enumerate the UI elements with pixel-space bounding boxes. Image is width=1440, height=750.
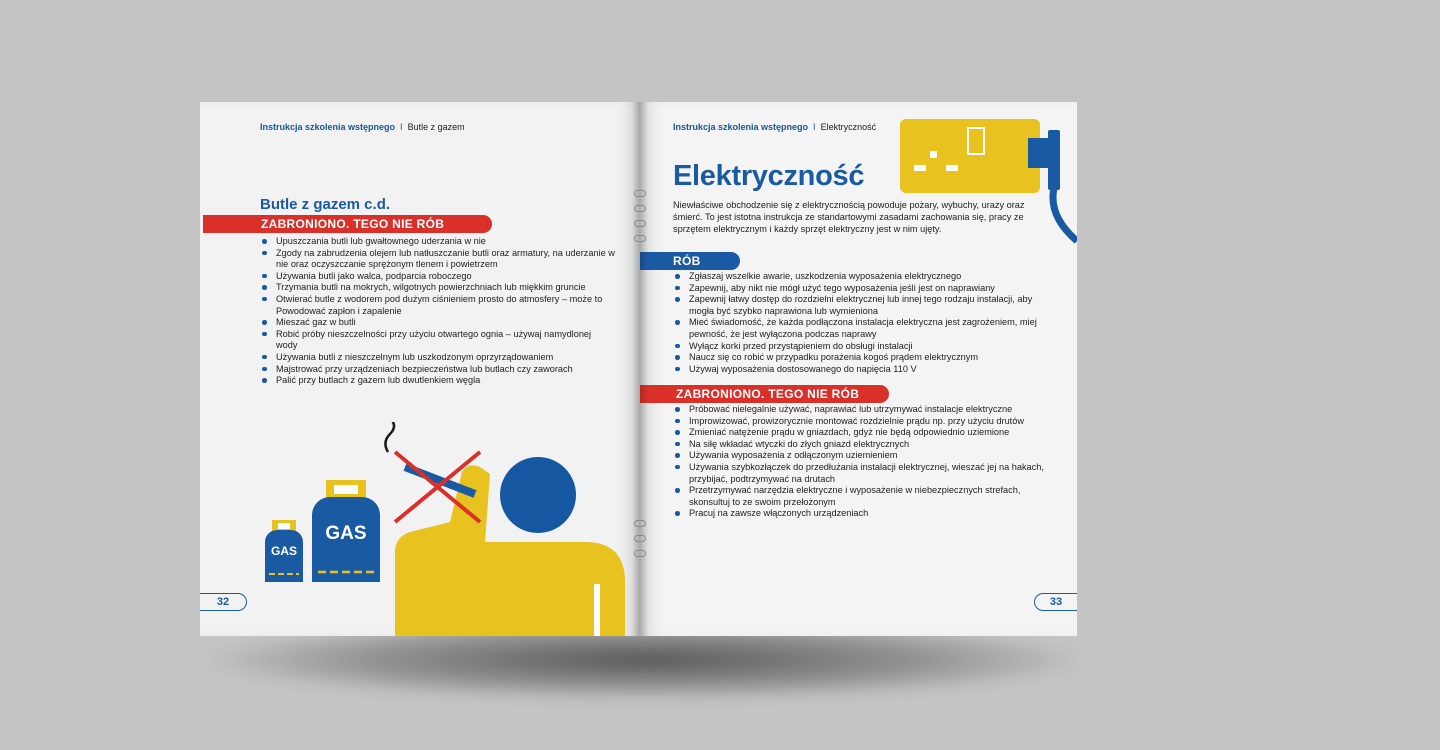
list-item: Zgłaszaj wszelkie awarie, uszkodzenia wyposażenia elektrycznego [673,271,1058,283]
right-page [640,102,1077,636]
header-topic: Elektryczność [820,122,877,132]
list-item: Upuszczania butli lub gwałtownego uderzania w nie [260,236,615,248]
page-title: Elektryczność [673,160,865,192]
list-item: Zgody na zabrudzenia olejem lub natłuszczanie butli oraz armatury, na uderzanie w nie oraz oczyszczanie sprężonym tlenem i powietrzem [260,248,615,271]
list-item: Używania butli jako walca, podparcia roboczego [260,271,615,283]
header-topic: Butle z gazem [407,122,465,132]
electrical-socket-icon [900,119,1040,193]
cylinder-large-label: GAS [325,523,367,544]
header-separator: I [400,122,403,132]
list-item: Pracuj na zawsze włączonych urządzeniach [673,508,1058,520]
gas-cylinder-icon [265,520,303,582]
do-list [673,271,1058,375]
list-item: Robić próby nieszczelności przy użyciu otwartego ognia – używaj namydlonej wody [260,329,615,352]
header-section: Instrukcja szkolenia wstępnego [673,122,809,132]
running-header-right [673,122,876,132]
list-item: Naucz się co robić w przypadku porażenia kogoś prądem elektrycznym [673,352,1058,364]
list-item: Używaj wyposażenia dostosowanego do napięcia 110 V [673,364,1058,376]
list-item: Na siłę wkładać wtyczki do złych gniazd elektrycznych [673,439,1058,451]
prohibited-banner: ZABRONIONO. TEGO NIE RÓB [203,215,492,233]
list-item: Wyłącz korki przed przystąpieniem do obsługi instalacji [673,341,1058,353]
gas-cylinder-icon [312,480,380,582]
list-item: Otwierać butle z wodorem pod dużym ciśnieniem prosto do atmosfery – może to Powodować zapłon i zapalenie [260,294,615,317]
binding-ring [634,190,646,197]
binding-ring [634,220,646,227]
list-item: Majstrować przy urządzeniach bezpieczeństwa lub butlach czy zaworach [260,364,615,376]
page-number-right: 33 [1034,593,1077,611]
binding-ring [634,550,646,557]
section-title: Butle z gazem c.d. [260,196,391,213]
list-item: Przetrzymywać narzędzia elektryczne i wyposażenie w niebezpiecznych strefach, skonsultuj to ze swoim przełożonym [673,485,1058,508]
running-header-left [260,122,465,132]
list-item: Używania butli z nieszczelnym lub uszkodzonym oprzyrządowaniem [260,352,615,364]
list-item: Używania szybkozłączek do przedłużania instalacji elektrycznej, wieszać jej na hakach, przybijać, podtrzymywać na drutach [673,462,1058,485]
cylinder-small-label: GAS [270,544,298,558]
binding-ring [634,520,646,527]
binding-ring [634,235,646,242]
header-section: Instrukcja szkolenia wstępnego [260,122,396,132]
list-item: Mieszać gaz w butli [260,317,615,329]
no-smoking-person-icon [385,422,625,636]
do-banner: RÓB [640,252,740,270]
illustration-gas-smoking [200,422,640,636]
prohibited-list-right [673,404,1058,520]
binding-ring [634,535,646,542]
page-number-left: 32 [200,593,247,611]
list-item: Próbować nielegalnie używać, naprawiać lub utrzymywać instalacje elektryczne [673,404,1058,416]
list-item: Używania wyposażenia z odłączonym uziemieniem [673,450,1058,462]
list-item: Zapewnij, aby nikt nie mógł użyć tego wyposażenia jeśli jest on naprawiany [673,283,1058,295]
left-page [200,102,640,636]
list-item: Zmieniać natężenie prądu w gniazdach, gdyż nie będą odpowiednio uziemione [673,427,1058,439]
list-item: Palić przy butlach z gazem lub dwutlenkiem węgla [260,375,615,387]
intro-paragraph: Niewłaściwe obchodzenie się z elektrycznością powoduje pożary, wybuchy, urazy oraz śmierć. To jest istotna instrukcja ze standartowymi zasadami zachowania się, pracy ze sprzętem elektrycznym i każdy sprzęt elektryczny jest w nim ujęty. [673,200,1025,234]
list-item: Improwizować, prowizorycznie montować rozdzielnie prądu np. przy użyciu drutów [673,416,1058,428]
prohibited-banner-right: ZABRONIONO. TEGO NIE RÓB [640,385,889,403]
list-item: Mieć świadomość, że każda podłączona instalacja elektryczna jest zagrożeniem, miej pewność, że jest wyłączona podczas naprawy [673,317,1058,340]
list-item: Trzymania butli na mokrych, wilgotnych powierzchniach lub miękkim gruncie [260,282,615,294]
binding-ring [634,205,646,212]
prohibited-list [260,236,615,387]
header-separator: I [813,122,816,132]
list-item: Zapewnij łatwy dostęp do rozdzielni elektrycznej lub innej tego rodzaju instalacji, aby mogła być szybko naprawiona lub wymieniona [673,294,1058,317]
